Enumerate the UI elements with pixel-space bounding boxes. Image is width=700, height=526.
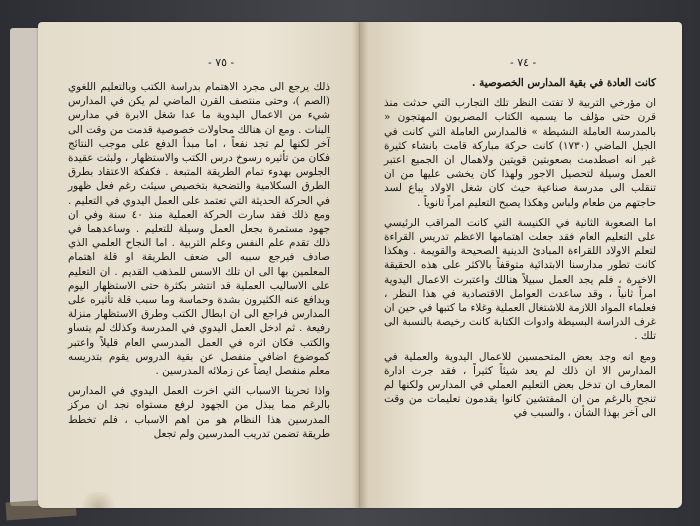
paragraph: ان مؤرخي التربية لا تفتت النظر تلك التجارب التي حدثت منذ قرن حتى مؤلف ما يسميه الكتاب المصريون المهتجون « بالمدرسة العاملة النشيطة » فالمدارس العاملة التي كانت في الجيل الماضي (١٧٣٠) كانت حركة مباركة قامت بانشاء كثيرة غير انه اصطدمت بصعوبتين قويتين ولاهمال ان الجميع اعتبر العمل وسيلة لتحصيل الاجور ولهذا كان يخشى عليها من ان تنقلب الى مدرسة صناعية حيث كان شغل الاولاد يباع لسد حاجتهم من طعام ولباس وهكذا يصبح التعليم امراً ثانوياً . [384, 97, 656, 209]
right-page [360, 22, 682, 508]
page-body [68, 80, 330, 447]
section-heading: كانت العادة في بقية المدارس الخصوصية . [471, 77, 656, 89]
page-number: - ٧٥ - [208, 56, 235, 69]
book-gutter [352, 22, 368, 508]
page-body [384, 76, 656, 427]
paper-stain [78, 492, 118, 508]
paragraph: ومع انه وجد بعض المتحمسين للاعمال اليدوية والعملية في المدارس الا ان ذلك لم يعد شيئاً كثيراً ، فقد جرت ادارة المعارف ان تدخل بعض التعليم العملي في المدارس ولكنها لم تنجح بالرغم من ان المفتشين كانوا يقدمون تعليمات من وقت الى آخر بهذا الشأن ، والسبب في [384, 350, 656, 420]
paragraph: اما الصعوبة الثانية في الكنيسة التي كانت المراقب الرئيسي على التعليم العام فقد جعلت اهتمامها الاعظم تدريس القراءة لتعلم الاولاد اللقراءة المبادئ الدينية الصحيحة والقويمة . وهكذا كانت تطور مدارسنا الابتدائية متوقفاً بالاكثر على هذه الحقيقة الاخيرة ، فلم يجد العمل سبيلاً هنالك واعتبرت الاعمال اليدوية امراً ثانياً ، وقد ساعدت العوامل الاقتصادية في هذا النظر ، فعلماء المواد اللازمة للاشتغال العملية وغلاء ما كتبها في حين ان غرف الدراسة البسيطة وادوات الكتابة كانت رخيصة بالنسبة الى تلك . [384, 216, 656, 343]
page-number: - ٧٤ - [510, 56, 537, 69]
paragraph: ذلك يرجع الى مجرد الاهتمام بدراسة الكتب وبالتعليم اللغوي (الصم )، وحتى منتصف القرن الماضي لم يكن في المدارس شيء من الاعمال اليدوية ما عدا شغل الابرة في مدارس البنات . ومع ان هنالك محاولات خصوصية قدمت من وقت الى آخر لكنها لم تجد نفعاً ، اما مبدأ الدفع على موجب النتائج فكان من تأثيره رسوخ درس الكتب والاستظهار ، ولبثت عقيدة الجلوس بهدوء تمام الطريقة المتبعة . فكفكة الاعتقاد بطرق الطرق السكلامية والتضحية بتخصيص سيئت رغم فعل ظهور في الحركة الحديثة التي تعتمد على العمل اليدوي في التعليم . ومع ذلك فقد سارت الحركة العملية منذ ٤٠ سنة وفي ان جهود مستمرة بجعل العمل وسيلة للتعليم . وساعدهما في ذلك تقدم علم النفس وعلم التربية . اما النجاح العلمي الذي صادف فيرجع سببه الى ضعف الطريقة او قلة اهتمام المعلمين بها الى ان تلك الاسس للمذهب القديم . ان التعليم على الاساليب العملية قد انتشر بكثرة حتى الاستظهار اليوم ويدافع عنه الكثيرون بشدة وحماسة وما سبب قلة تأثيره على المدارس فراجع الى ان ابطال الكتب وطرق الاستظهار منزلة رفيعة . ثم ادخل العمل اليدوي في المدرسة وكذلك لم يتساو والكتب فكان اثره في العمل المدرسي العام قليلاً واعتبر كموضوع اضافي منفصل عن بقية الدروس يقوم بتدريسه معلم منفصل ايضاً عن زملائه المدرسين . [68, 81, 330, 378]
left-page [38, 22, 360, 508]
paragraph: واذا تحرينا الاسباب التي اخرت العمل اليدوي في المدارس بالرغم مما يبذل من الجهود لرفع مستواه نجد ان مركز المدرسين هذا النظام هو من اهم الاسباب ، فلم تخطط طريقة تضمن تدريب المدرسين ولم تجعل [68, 385, 330, 440]
